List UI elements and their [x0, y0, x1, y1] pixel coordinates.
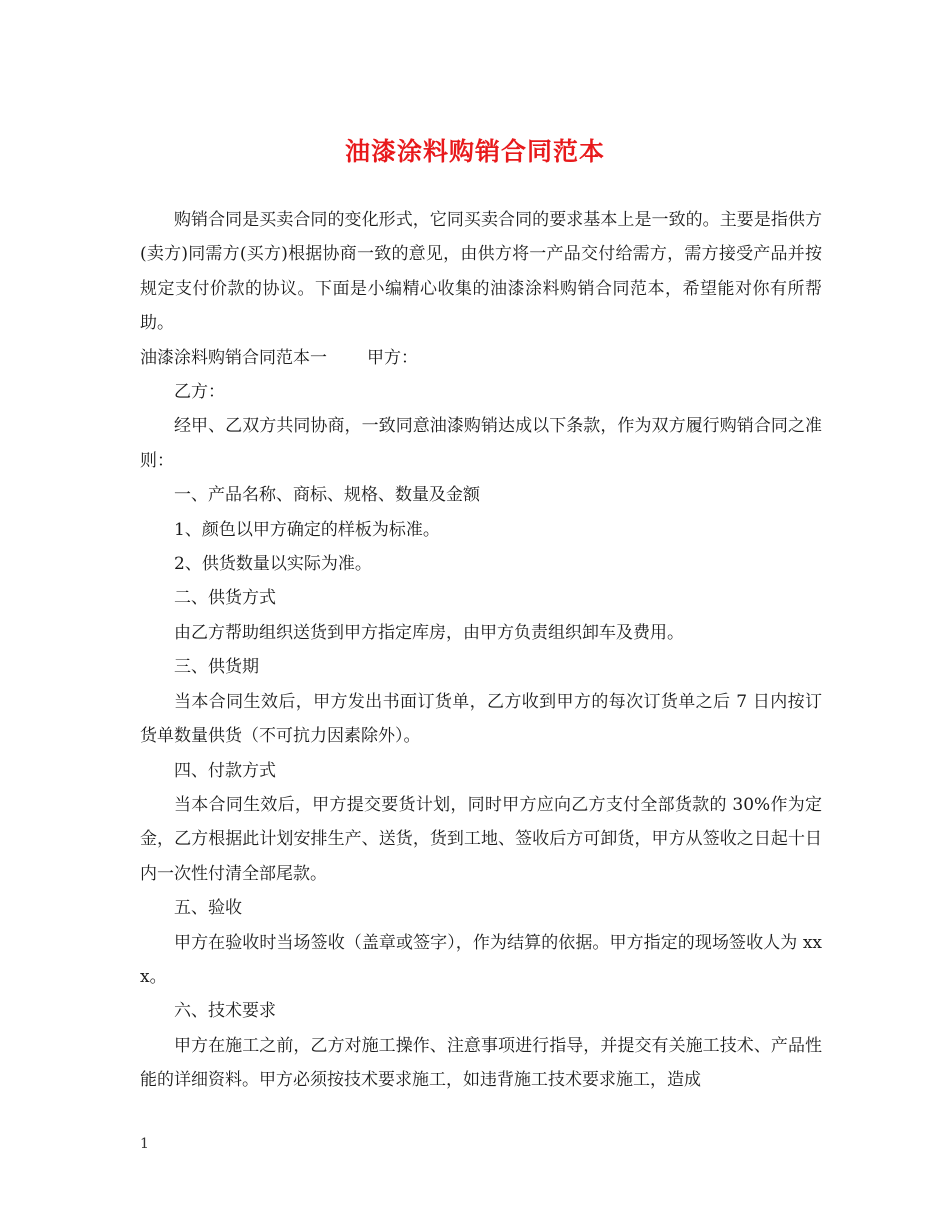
clause-5-body: 甲方在验收时当场签收（盖章或签字），作为结算的依据。甲方指定的现场签收人为 xxx。	[140, 932, 822, 987]
clause-1-title: 一、产品名称、商标、规格、数量及金额	[174, 485, 480, 506]
clause-6-title: 六、技术要求	[174, 1001, 276, 1022]
clause-1-item-1: 1、颜色以甲方确定的样板为标准。	[174, 519, 440, 540]
section-heading: 油漆涂料购销合同范本一	[140, 347, 327, 368]
clause-2-title: 二、供货方式	[174, 588, 276, 609]
document-body	[140, 203, 822, 1098]
section-heading-line	[140, 341, 822, 375]
clause-2-body: 由乙方帮助组织送货到甲方指定库房，由甲方负责组织卸车及费用。	[174, 622, 684, 643]
party-a-label: 甲方：	[367, 347, 418, 368]
clause-4-body: 当本合同生效后，甲方提交要货计划，同时甲方应向乙方支付全部货款的 30%作为定金，乙方根据此计划安排生产、送货，货到工地、签收后方可卸货，甲方从签收之日起十日内一次性付清全部尾款。	[140, 794, 822, 884]
intro-paragraph: 购销合同是买卖合同的变化形式，它同买卖合同的要求基本上是一致的。主要是指供方(卖方)同需方(买方)根据协商一致的意见，由供方将一产品交付给需方，需方接受产品并按规定支付价款的协议。下面是小编精心收集的油漆涂料购销合同范本，希望能对你有所帮助。	[140, 210, 822, 334]
clause-1-item-2: 2、供货数量以实际为准。	[174, 554, 372, 575]
document-title: 油漆涂料购销合同范本	[344, 137, 605, 166]
clause-3-body: 当本合同生效后，甲方发出书面订货单，乙方收到甲方的每次订货单之后 7 日内按订货单数量供货（不可抗力因素除外）。	[140, 691, 822, 747]
party-b-label: 乙方：	[174, 382, 225, 403]
clause-3-title: 三、供货期	[174, 657, 259, 678]
clause-6-body: 甲方在施工之前，乙方对施工操作、注意事项进行指导，并提交有关施工技术、产品性能的详细资料。甲方必须按技术要求施工，如违背施工技术要求施工，造成	[140, 1035, 822, 1091]
page-number: 1	[140, 1136, 149, 1152]
clause-5-title: 五、验收	[174, 898, 242, 919]
preamble-paragraph: 经甲、乙双方共同协商，一致同意油漆购销达成以下条款，作为双方履行购销合同之准则：	[140, 416, 822, 471]
clause-4-title: 四、付款方式	[174, 760, 276, 781]
